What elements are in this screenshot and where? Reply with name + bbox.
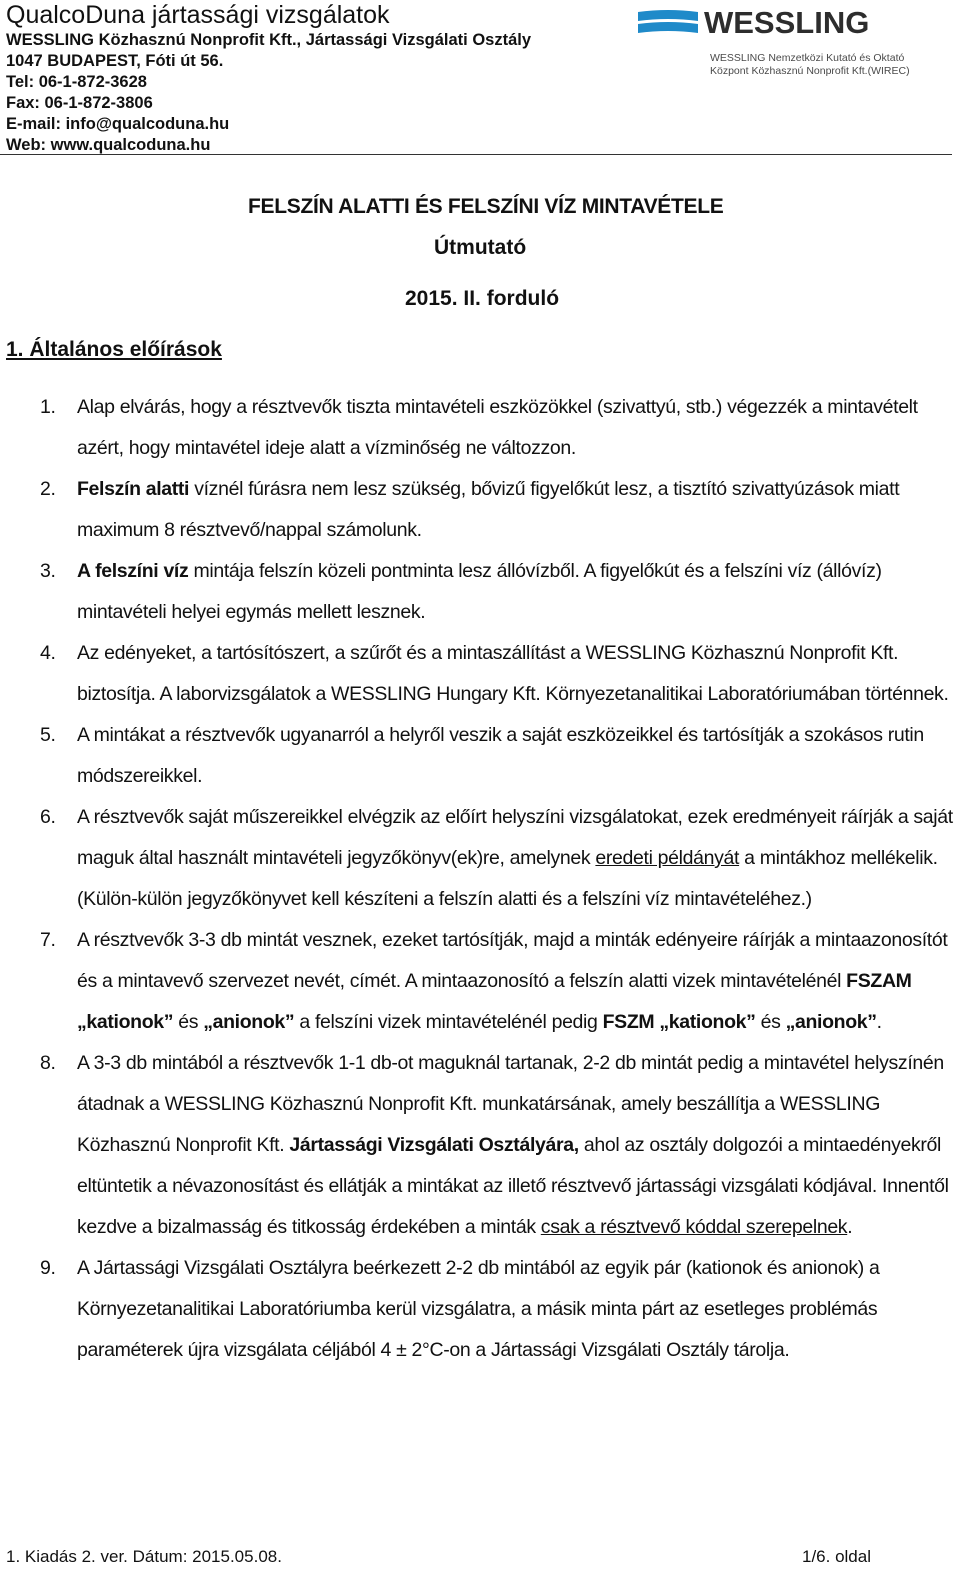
bold-text: FSZM „kationok” [602,1011,756,1033]
org-phone-line: Tel: 06-1-872-3628 [6,73,147,91]
list-item [40,469,955,551]
list-item-number: 6. [40,806,56,828]
text-segment: Az edényeket, a tartósítószert, a szűrőt és a mintaszállítást a WESSLING Közhasznú Nonprofit Kft. biztosítja. A laborvizsgálatok a WESSLING Hungary Kft. Környezetanalitikai Laboratóriumában történnek. [77,642,949,705]
org-email-line: E-mail: info@qualcoduna.hu [6,115,230,133]
text-segment: a felszíni vizek mintavételénél pedig [294,1011,603,1033]
bold-text: A felszíni víz [77,560,189,582]
list-item-number: 2. [40,478,56,500]
list-item-text [77,633,955,715]
footer-edition: 1. Kiadás 2. ver. Dátum: 2015.05.08. [6,1547,282,1566]
underlined-text: csak a résztvevő kóddal szerepelnek [540,1216,848,1238]
list-item-number: 4. [40,642,56,664]
logo-subtitle-line-2: Központ Közhasznú Nonprofit Kft.(WIREC) [710,65,910,77]
document-round: 2015. II. forduló [405,287,560,310]
org-address-line: 1047 BUDAPEST, Fóti út 56. [6,52,224,70]
text-segment: és [755,1011,786,1033]
bold-text: „anionok” [785,1011,877,1033]
section-heading: 1. Általános előírások [6,338,222,361]
wessling-logo [638,6,938,78]
list-item-text [77,920,955,1043]
bold-text: „anionok” [203,1011,295,1033]
text-segment: A 3-3 db mintából a résztvevők 1-1 db-ot maguknál tartanak, 2-2 db mintát pedig a mintavétel helyszínén átadnak a WESSLING Közhasznú Nonprofit Kft. munkatársának, amely beszállítja a WESSLING Közhasznú Nonprofit Kft. [77,1052,944,1156]
text-segment: víznél fúrásra nem lesz szükség, bővizű figyelőkút lesz, a tisztító szivattyúzások miatt maximum 8 résztvevő/nappal számolunk. [77,478,900,541]
organization-title: QualcoDuna jártassági vizsgálatok [6,1,390,29]
text-segment: A résztvevők 3-3 db mintát vesznek, ezeket tartósítják, majd a minták edényeire ráírják a mintaazonosítót és a mintavevő szervezet nevét, címét. A mintaazonosító a felszín alatti vizek mintavételénél [77,929,948,992]
org-web-line: Web: www.qualcoduna.hu [6,136,211,154]
text-segment: mintája felszín közeli pontminta lesz állóvízből. A figyelőkút és a felszíni víz (állóvíz) mintavételi helyei egymás mellett lesznek. [77,560,882,623]
bold-text: FSZAM „kationok” [77,970,912,1033]
list-item [40,797,955,920]
underlined-text: eredeti példányát [595,847,740,869]
list-item [40,715,955,797]
list-item-number: 1. [40,396,56,418]
org-department-line: WESSLING Közhasznú Nonprofit Kft., Jártassági Vizsgálati Osztály [6,31,532,49]
sender-header [6,0,531,156]
document-subtitle: Útmutató [434,236,527,259]
list-item [40,551,955,633]
list-item-text [77,551,955,633]
header-divider [0,154,952,155]
text-segment: A résztvevők saját műszereikkel elvégzik az előírt helyszíni vizsgálatokat, ezek eredményeit ráírják a saját maguk által használt mintavételi jegyzőkönyv(ek)re, amelynek [77,806,953,869]
list-item-text [77,715,955,797]
logo-wordmark: WESSLING [704,5,870,40]
logo-subtitle-line-1: WESSLING Nemzetközi Kutató és Oktató [710,52,905,64]
text-segment: ahol az osztály dolgozói a mintaedényekről eltüntetik a névazonosítást és ellátják a mintákat az illető résztvevő jártassági vizsgálati kódjával. Innentől kezdve a bizalmasság és titkosság érdekében a minták [77,1134,949,1238]
text-segment: a mintákhoz mellékelik. (Külön-külön jegyzőkönyvet kell készíteni a felszín alatti és a felszíni víz mintavételéhez.) [77,847,938,910]
list-item-text [77,469,955,551]
text-segment: Alap elvárás, hogy a résztvevők tiszta mintavételi eszközökkel (szivattyú, stb.) végezzék a mintavételt azért, hogy mintavétel ideje alatt a vízminőség ne változzon. [77,396,918,459]
document-title: FELSZÍN ALATTI ÉS FELSZÍNI VÍZ MINTAVÉTELE [248,195,724,218]
list-item-number: 5. [40,724,56,746]
bold-text: Felszín alatti [77,478,190,500]
text-segment: és [173,1011,204,1033]
wessling-logo-icon [638,9,698,37]
rules-list [40,387,955,1371]
list-item [40,1248,955,1371]
list-item-text [77,1043,955,1248]
text-segment: A Jártassági Vizsgálati Osztályra beérkezett 2-2 db mintából az egyik pár (kationok és anionok) a Környezetanalitikai Laboratóriumba kerül vizsgálatra, a másik minta párt az esetleges problémás paraméterek újra vizsgálata céljából 4 ± 2°C-on a Jártassági Vizsgálati Osztály tárolja. [77,1257,880,1361]
list-item-number: 7. [40,929,56,951]
list-item-number: 8. [40,1052,56,1074]
text-segment: A mintákat a résztvevők ugyanarról a helyről veszik a saját eszközeikkel és tartósítják a szokásos rutin módszereikkel. [77,724,924,787]
text-segment: . [876,1011,882,1033]
text-segment: . [847,1216,853,1238]
org-fax-line: Fax: 06-1-872-3806 [6,94,153,112]
bold-text: Jártassági Vizsgálati Osztályára, [289,1134,579,1156]
list-item [40,387,955,469]
list-item-text [77,387,955,469]
list-item [40,633,955,715]
list-item-text [77,1248,955,1371]
list-item-text [77,797,955,920]
list-item-number: 3. [40,560,56,582]
list-item-number: 9. [40,1257,56,1279]
list-item [40,1043,955,1248]
footer-page-number: 1/6. oldal [802,1547,871,1566]
list-item [40,920,955,1043]
